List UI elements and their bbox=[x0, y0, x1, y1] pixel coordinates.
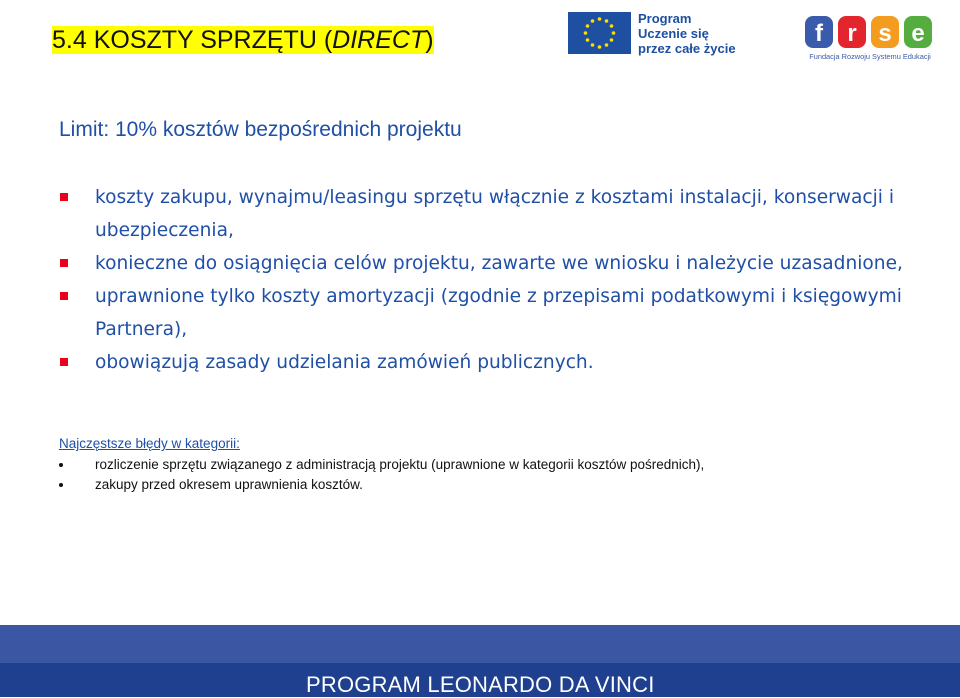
list-item: konieczne do osiągnięcia celów projektu, zawarte we wniosku i należycie uzasadnione, bbox=[59, 247, 939, 280]
limit-text: Limit: 10% kosztów bezpośrednich projektu bbox=[59, 118, 462, 141]
list-item: rozliczenie sprzętu związanego z administracją projektu (uprawnione w kategorii kosztów pośrednich), bbox=[59, 455, 939, 475]
square-bullet-icon bbox=[60, 259, 68, 267]
errors-heading: Najczęstsze błędy w kategorii: bbox=[59, 436, 240, 451]
frse-letter-r: r bbox=[847, 20, 857, 47]
list-item: obowiązują zasady udzielania zamówień publicznych. bbox=[59, 346, 939, 379]
eu-logo-line3: przez całe życie bbox=[638, 41, 736, 56]
list-item: zakupy przed okresem uprawnienia kosztów. bbox=[59, 475, 939, 495]
frse-logo bbox=[804, 14, 936, 64]
square-bullet-icon bbox=[60, 292, 68, 300]
square-bullet-icon bbox=[60, 358, 68, 366]
title-italic: DIRECT bbox=[332, 26, 426, 54]
list-item: uprawnione tylko koszty amortyzacji (zgodnie z przepisami podatkowymi i księgowymi Partnera), bbox=[59, 280, 939, 346]
eu-logo-line1: Program bbox=[638, 11, 692, 26]
footer-text: PROGRAM LEONARDO DA VINCI bbox=[306, 672, 655, 697]
frse-letter-e: e bbox=[911, 20, 925, 47]
round-bullet-icon bbox=[59, 483, 63, 487]
title-highlight: 5.4 KOSZTY SPRZĘTU (DIRECT) bbox=[52, 26, 434, 54]
square-bullet-icon bbox=[60, 193, 68, 201]
frse-letter-f: f bbox=[815, 20, 823, 47]
frse-letter-s: s bbox=[878, 20, 892, 47]
list-item: koszty zakupu, wynajmu/leasingu sprzętu włącznie z kosztami instalacji, konserwacji i ubezpieczenia, bbox=[59, 181, 939, 247]
frse-caption: Fundacja Rozwoju Systemu Edukacji bbox=[809, 52, 931, 61]
slide-title bbox=[52, 26, 434, 55]
main-bullet-list bbox=[59, 181, 939, 379]
round-bullet-icon bbox=[59, 463, 63, 467]
eu-logo-line2: Uczenie się bbox=[638, 26, 709, 41]
eu-programme-logo bbox=[568, 10, 748, 58]
errors-list bbox=[59, 455, 939, 495]
footer-band-light bbox=[0, 625, 960, 663]
